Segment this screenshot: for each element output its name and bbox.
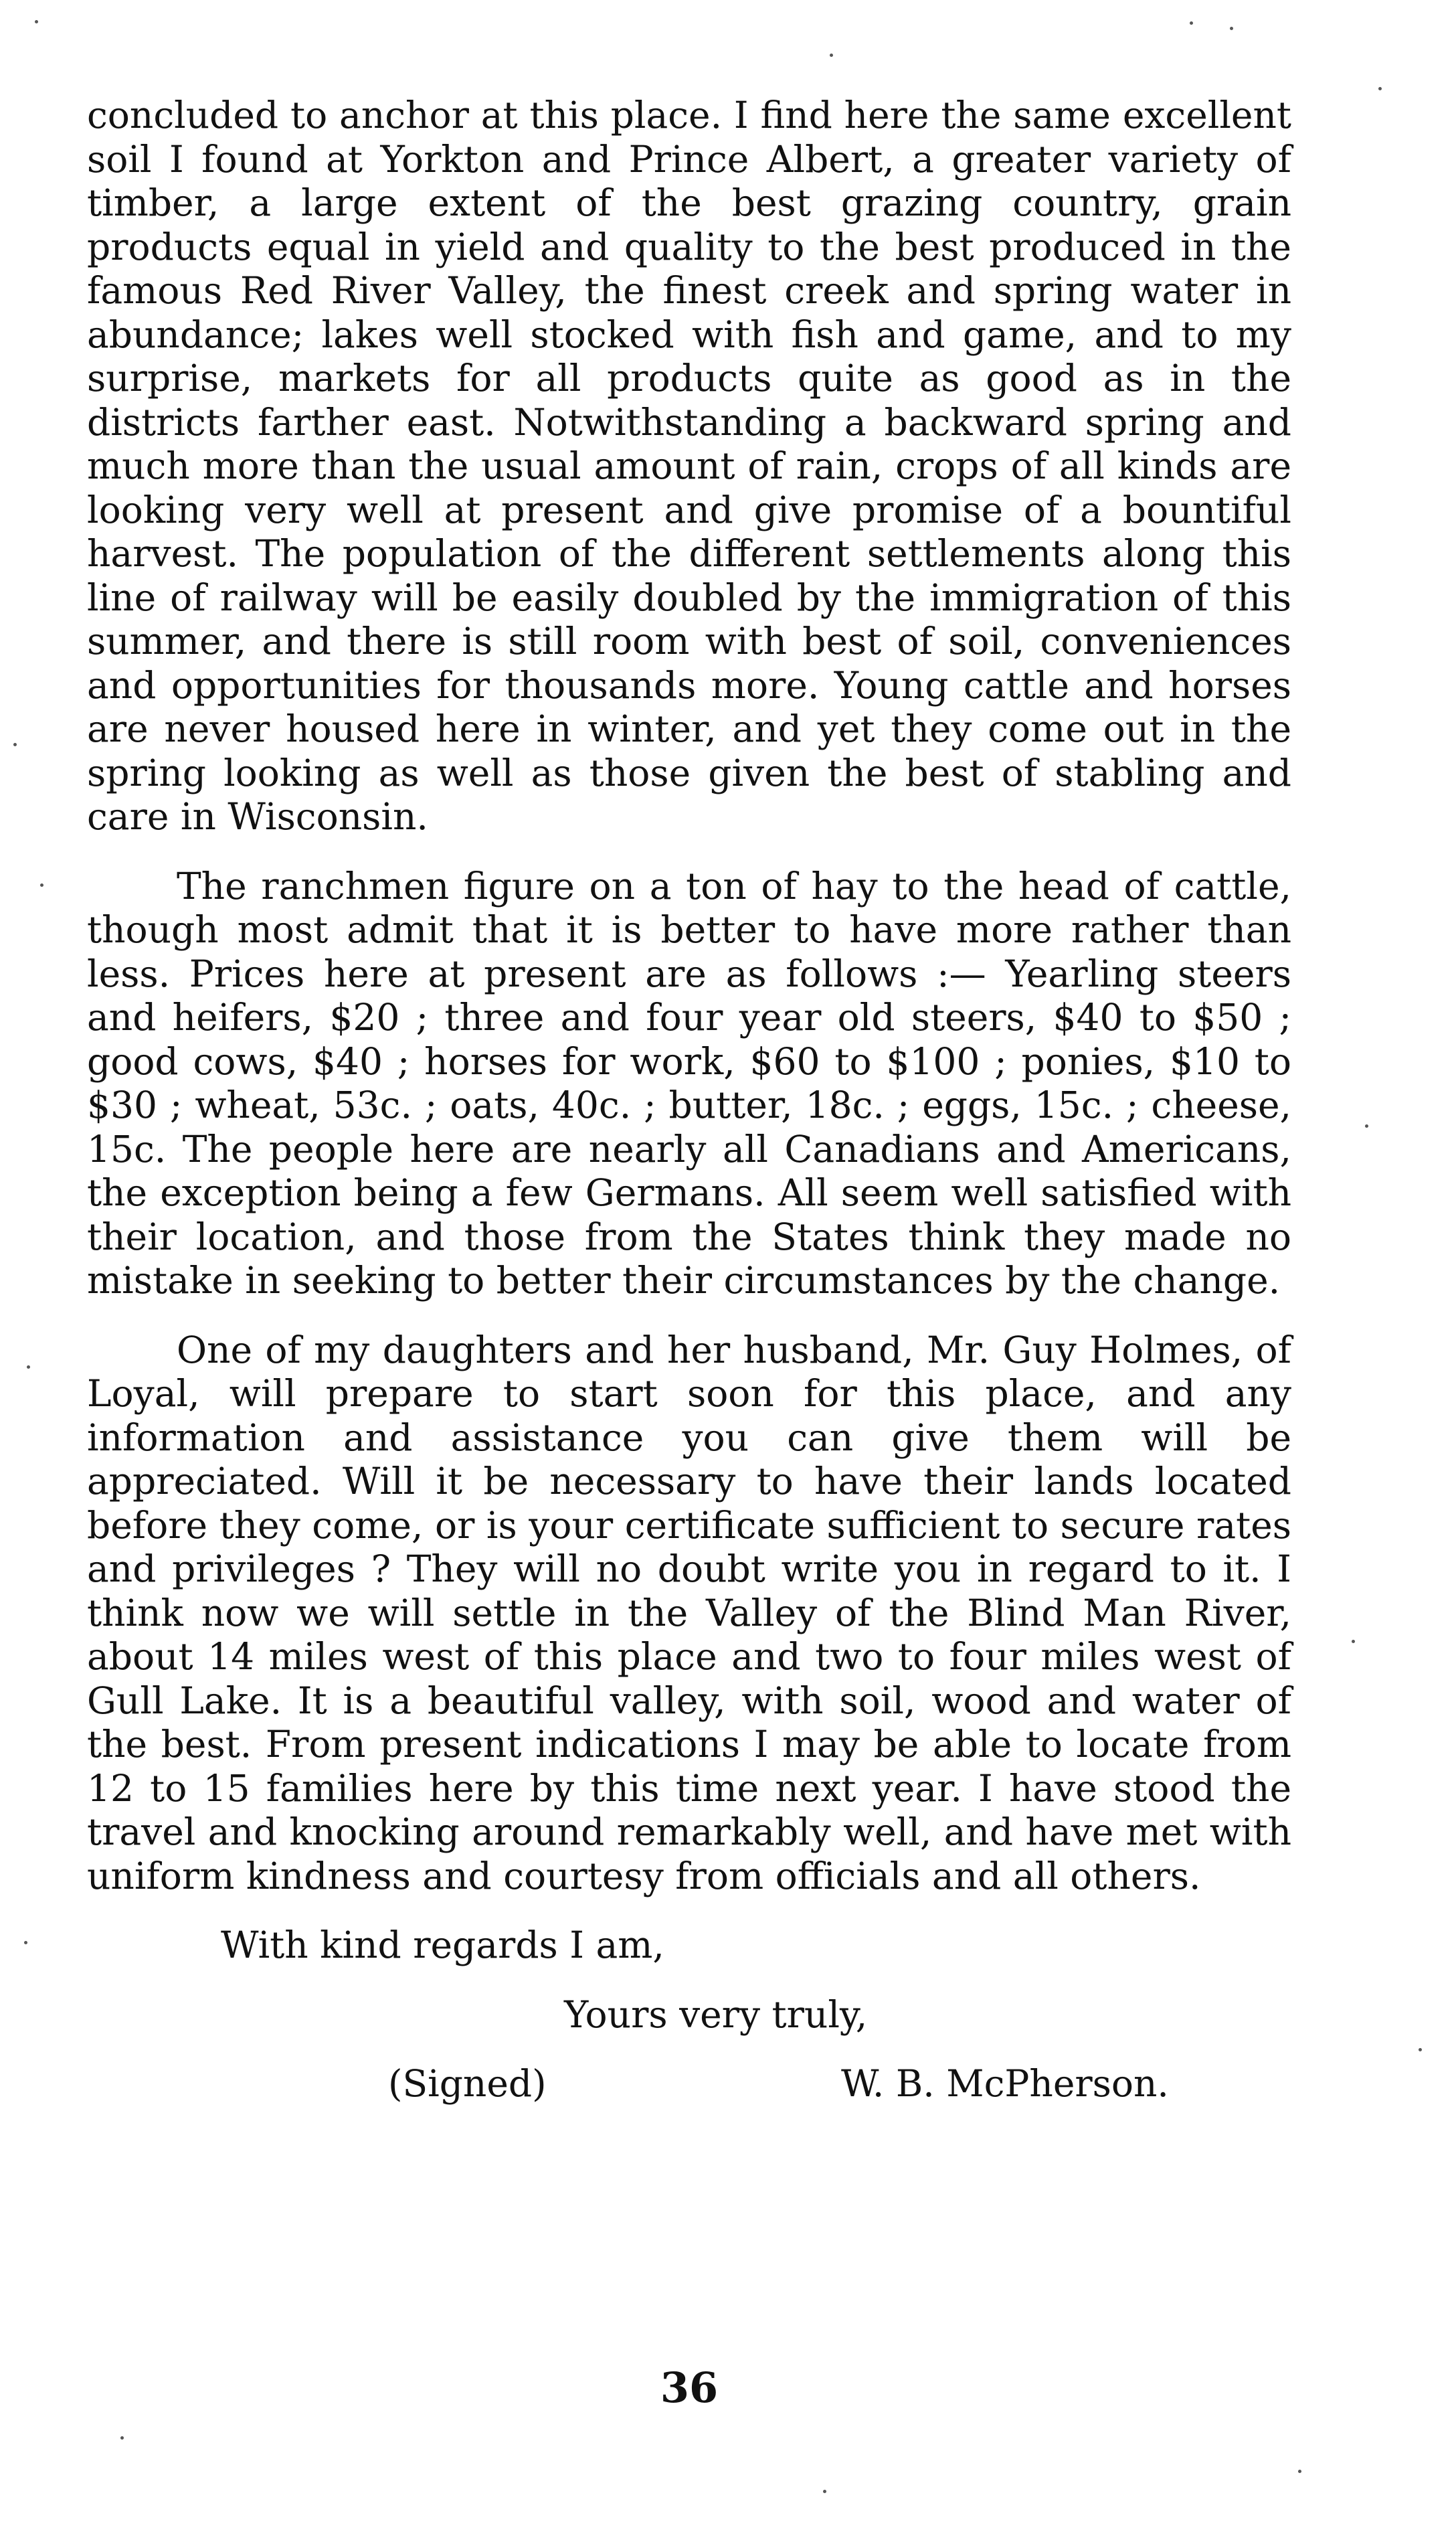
scan-speck bbox=[27, 1365, 30, 1369]
letter-page bbox=[87, 94, 1291, 2476]
scan-speck bbox=[1365, 1124, 1368, 1128]
paragraph-gap bbox=[87, 1898, 1291, 1924]
scan-speck bbox=[823, 2490, 826, 2493]
scan-speck bbox=[1230, 27, 1233, 30]
paragraph-gap bbox=[87, 1968, 1291, 1993]
scan-speck bbox=[120, 2436, 124, 2440]
scan-speck bbox=[1352, 1640, 1355, 1643]
body-paragraph-3: One of my daughters and her husband, Mr. Guy Holmes, of Loyal, will prepare to start soon for this place, and any information and assistance you can give them will be appreciated. Will it be necessary to have their lands located before they come, or is your certificate sufficient to secure rates and privileges ? They will no doubt write you in regard to it. I think now we will settle in the Valley of the Blind Man River, about 14 miles west of this place and two to four miles west of Gull Lake. It is a beautiful valley, with soil, wood and water of the best. From present indications I may be able to locate from 12 to 15 families here by this time next year. I have stood the travel and knocking around remarkably well, and have met with uniform kindness and courtesy from officials and all others. bbox=[87, 1328, 1291, 1897]
scan-speck bbox=[1298, 2470, 1301, 2473]
scan-speck bbox=[1190, 21, 1193, 25]
scan-speck bbox=[35, 20, 38, 23]
valediction: Yours very truly, bbox=[564, 1992, 868, 2036]
signed-label: (Signed) bbox=[388, 2062, 547, 2105]
scan-speck bbox=[1378, 87, 1382, 90]
signatory-name: W. B. McPherson. bbox=[841, 2062, 1169, 2105]
paragraph-gap bbox=[87, 839, 1291, 865]
paragraph-gap bbox=[87, 1303, 1291, 1329]
scan-speck bbox=[40, 883, 43, 887]
scan-speck bbox=[830, 54, 833, 57]
page-number: 36 bbox=[660, 2363, 719, 2412]
scan-speck bbox=[13, 743, 17, 746]
body-paragraph-1: concluded to anchor at this place. I find here the same excellent soil I found at Yorkton and Prince Albert, a greater variety of timber, a large extent of the best grazing country, grain products equal in yield and quality to the best produced in the famous Red River Valley, the finest creek and spring water in abundance; lakes well stocked with fish and game, and to my surprise, markets for all products quite as good as in the districts farther east. Notwithstanding a backward spring and much more than the usual amount of rain, crops of all kinds are looking very well at present and give promise of a bountiful harvest. The population of the different settlements along this line of railway will be easily doubled by the immigration of this summer, and there is still room with best of soil, conveniences and opportunities for thousands more. Young cattle and horses are never housed here in winter, and yet they come out in the spring looking as well as those given the best of stabling and care in Wisconsin. bbox=[87, 94, 1291, 838]
closing-line: With kind regards I am, bbox=[221, 1924, 664, 1966]
scan-speck bbox=[24, 1941, 27, 1944]
body-paragraph-2: The ranchmen figure on a ton of hay to the head of cattle, though most admit that it is better to have more rather than less. Prices here at present are as follows :— Yearling steers and heifers, $20 ; three and four year old steers, $40 to $50 ; good cows, $40 ; horses for work, $60 to $100 ; ponies, $10 to $30 ; wheat, 53c. ; oats, 40c. ; butter, 18c. ; eggs, 15c. ; cheese, 15c. The people here are nearly all Canadians and Americans, the exception being a few Germans. All seem well satisfied with their location, and those from the States think they made no mistake in seeking to better their circumstances by the change. bbox=[87, 864, 1291, 1302]
signature-line bbox=[87, 2062, 1291, 2106]
scan-speck bbox=[1419, 2048, 1422, 2051]
paragraph-gap bbox=[87, 2037, 1291, 2062]
